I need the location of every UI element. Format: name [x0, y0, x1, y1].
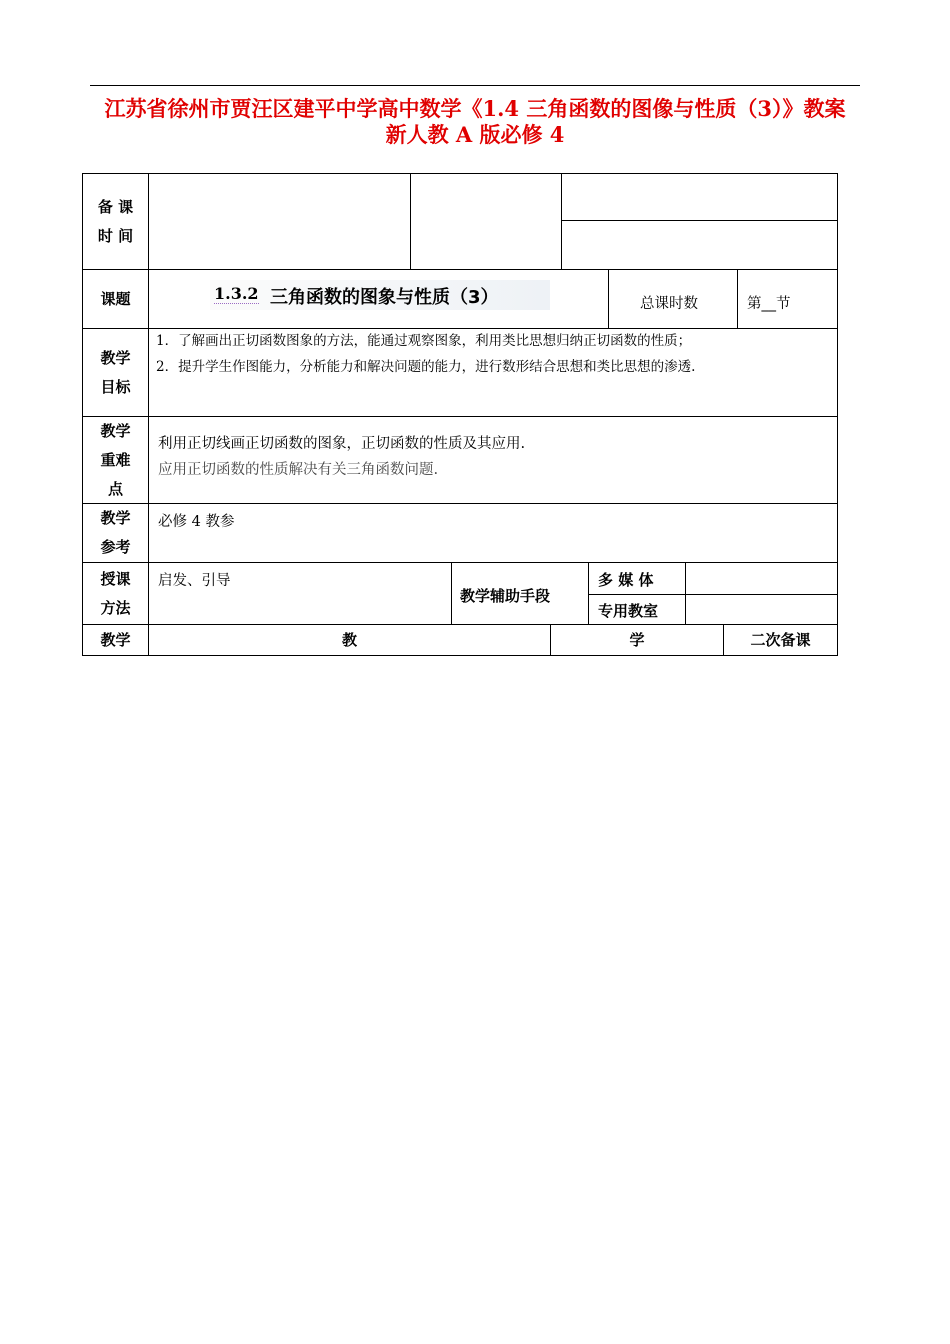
- key-point-1: 利用正切线画正切函数的图象，正切函数的性质及其应用.: [158, 436, 526, 452]
- goal-item-1: 1．了解画出正切函数图象的方法，能通过观察图象，利用类比思想归纳正切函数的性质；: [156, 333, 692, 349]
- prep-time-cell-1[interactable]: [148, 173, 411, 270]
- prep-time-cell-3[interactable]: [561, 173, 838, 221]
- goals-label: 教学 目标: [100, 348, 131, 396]
- second-prep-header: 二次备课: [750, 630, 811, 649]
- section-label: 第__节: [747, 296, 791, 312]
- multimedia-value-cell[interactable]: [685, 562, 838, 595]
- method-value: 启发、引导: [158, 573, 231, 589]
- learn-header: 学: [629, 630, 645, 649]
- prep-time-cell-2[interactable]: [410, 173, 562, 270]
- teach-header: 教: [341, 630, 357, 649]
- title-line-1: 江苏省徐州市贾汪区建平中学高中数学《1.4 三角函数的图像与性质（3）》教案: [104, 96, 846, 121]
- goal-item-2: 2．提升学生作图能力，分析能力和解决问题的能力，进行数形结合思想和类比思想的渗透.: [156, 359, 696, 375]
- prep-time-cell-4[interactable]: [561, 220, 838, 270]
- method-label: 授课 方法: [100, 569, 131, 617]
- reference-cell: [148, 503, 838, 563]
- total-hours-label: 总课时数: [640, 296, 698, 312]
- classroom-label: 专用教室: [598, 602, 659, 620]
- document-title: [60, 96, 890, 148]
- topic-label: 课题: [100, 289, 131, 308]
- key-points-label: 教学 重难 点: [100, 421, 131, 498]
- title-line-2: 新人教 A 版必修 4: [385, 122, 565, 147]
- key-point-2: 应用正切函数的性质解决有关三角函数问题.: [158, 462, 439, 478]
- reference-label: 教学 参考: [100, 509, 131, 556]
- header-rule: [90, 85, 860, 86]
- aids-label: 教学辅助手段: [460, 587, 551, 605]
- prep-time-label: 备 课 时 间: [97, 197, 134, 245]
- topic-number: 1.3.2: [214, 284, 259, 303]
- classroom-value-cell[interactable]: [685, 594, 838, 625]
- topic-title: 三角函数的图象与性质（3）: [270, 287, 499, 308]
- multimedia-label: 多 媒 体: [598, 571, 654, 589]
- reference-value: 必修 4 教参: [158, 514, 235, 530]
- process-label: 教学: [100, 630, 131, 649]
